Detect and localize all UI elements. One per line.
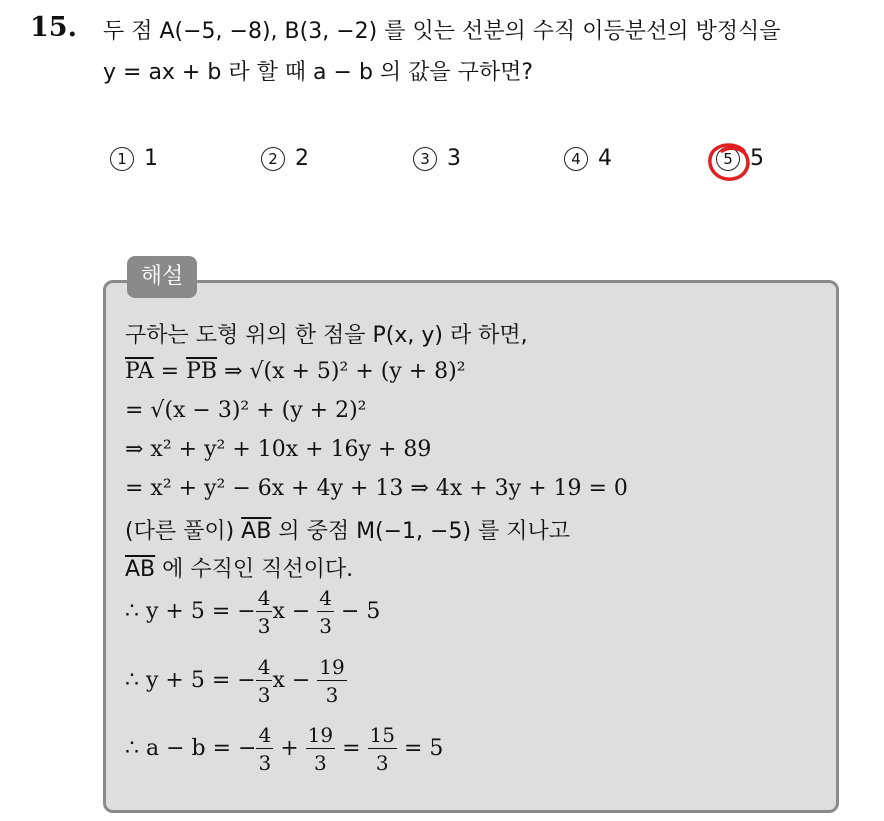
choice-3-number: 3 (413, 147, 437, 171)
solution-line-1: 구하는 도형 위의 한 점을 P(x, y) 라 하면, (125, 323, 528, 348)
choice-1[interactable] (110, 146, 158, 171)
fraction: $\frac{4}{3}$ (319, 586, 332, 638)
solution-line-7 (125, 552, 353, 583)
fraction: $\frac{15}{3}$ (369, 723, 395, 775)
fraction: $\frac{19}{3}$ (319, 655, 345, 707)
question-number: 15. (30, 12, 77, 43)
segment-ab: $\overline{AB}$ (241, 519, 272, 544)
choice-2-value: 2 (295, 146, 309, 171)
solution-line-8 (125, 588, 380, 636)
solution-line-10 (125, 725, 443, 773)
solution-line-9 (125, 657, 347, 705)
choice-2-number: 2 (261, 147, 285, 171)
eq-part: ∴ y + 5 = − (125, 668, 256, 693)
eq-part: = (335, 736, 368, 761)
choice-5-number: 5 (716, 147, 740, 171)
eq-part: ∴ y + 5 = − (125, 599, 256, 624)
eq-part: − 5 (334, 599, 381, 624)
fraction: $\frac{4}{3}$ (258, 723, 272, 775)
choice-3-value: 3 (447, 146, 461, 171)
question-text-line2: y = ax + b 라 할 때 a − b 의 값을 구하면? (103, 60, 534, 85)
equals-sign: = (153, 359, 187, 384)
eq-part: ∴ a − b = − (125, 736, 257, 761)
choice-4-number: 4 (564, 147, 588, 171)
choice-5-value: 5 (750, 146, 764, 171)
solution-tag: 해설 (127, 256, 197, 298)
choice-4-value: 4 (598, 146, 612, 171)
segment-pa: $\overline{PA}$ (125, 359, 154, 384)
alt-solution-label: (다른 풀이) (125, 519, 242, 544)
fraction: $\frac{4}{3}$ (257, 586, 271, 638)
midpoint-text: 의 중점 M(−1, −5) 를 지나고 (271, 519, 571, 544)
fraction: $\frac{19}{3}$ (307, 723, 334, 775)
solution-line-5: = x² + y² − 6x + 4y + 13 ⇒ 4x + 3y + 19 = 0 (125, 476, 628, 501)
segment-pb: $\overline{PB}$ (186, 359, 218, 384)
perpendicular-text: 에 수직인 직선이다. (155, 557, 354, 582)
eq-part: x − (272, 668, 318, 693)
eq-part: = 5 (396, 736, 444, 761)
segment-ab-2: $\overline{AB}$ (125, 557, 156, 582)
choice-3[interactable] (413, 146, 461, 171)
solution-line-3: = √(x − 3)² + (y + 2)² (125, 398, 367, 423)
question-text-line1: 두 점 A(−5, −8), B(3, −2) 를 잇는 선분의 수직 이등분선의 방정식을 (103, 19, 781, 44)
solution-line-4: ⇒ x² + y² + 10x + 16y + 89 (125, 437, 432, 462)
eq-part: + (273, 736, 306, 761)
choice-2[interactable] (261, 146, 309, 171)
choice-1-value: 1 (144, 146, 158, 171)
distance-expression: ⇒ √(x + 5)² + (y + 8)² (217, 359, 466, 384)
eq-part: x − (272, 599, 318, 624)
fraction: $\frac{4}{3}$ (257, 655, 271, 707)
choice-1-number: 1 (110, 147, 134, 171)
solution-line-2 (125, 359, 466, 384)
choice-4[interactable] (564, 146, 612, 171)
answer-circle-mark-icon (706, 141, 756, 185)
solution-line-6 (125, 514, 570, 545)
